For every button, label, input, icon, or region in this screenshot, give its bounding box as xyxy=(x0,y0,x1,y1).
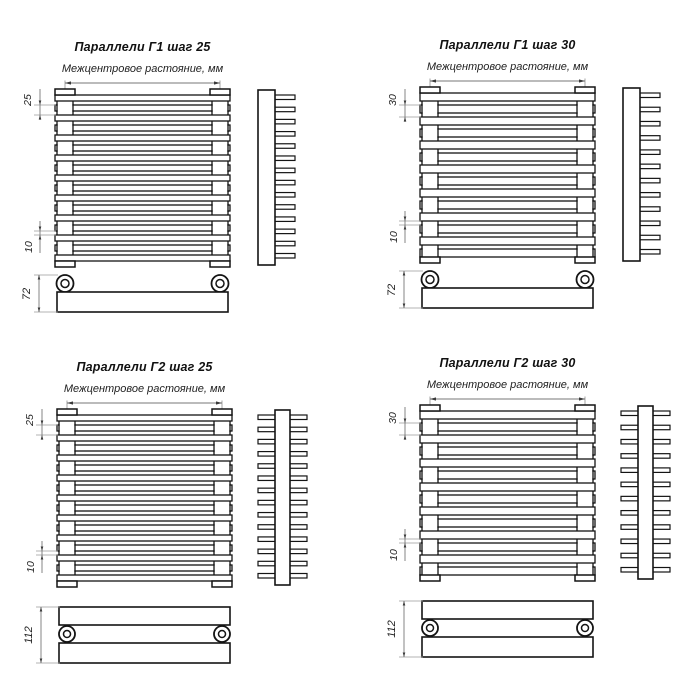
bottom-view xyxy=(59,607,230,663)
dim-step xyxy=(399,407,421,440)
side-view xyxy=(258,410,307,585)
panel-title: Параллели Г1 шаг 25 xyxy=(74,40,211,54)
step-dimension-value: 30 xyxy=(387,412,399,424)
step-dimension-value: 25 xyxy=(22,94,34,106)
technical-drawing-g2-step25 xyxy=(13,358,343,676)
dim-depth xyxy=(34,275,58,312)
dim-depth xyxy=(399,271,423,308)
dim-step xyxy=(36,409,58,440)
front-view xyxy=(57,409,232,587)
dim-gap xyxy=(34,221,56,253)
step-dimension-value: 30 xyxy=(387,94,399,106)
bottom-view xyxy=(422,271,594,308)
gap-dimension-value: 10 xyxy=(25,561,37,573)
step-dimension-value: 25 xyxy=(24,414,36,426)
bottom-view xyxy=(422,601,593,657)
side-view xyxy=(623,88,660,261)
dim-gap xyxy=(36,541,58,573)
intercenter-distance-label: Межцентровое растояние, мм xyxy=(63,383,226,395)
panel-g1-step30 xyxy=(376,36,700,354)
technical-drawing-g1-step30 xyxy=(376,36,700,354)
dim-intercenter xyxy=(430,397,585,406)
side-view xyxy=(621,406,670,579)
depth-dimension-value: 72 xyxy=(21,287,33,300)
panel-g2-step25 xyxy=(13,358,343,676)
intercenter-distance-label: Межцентровое растояние, мм xyxy=(426,61,589,73)
panel-g1-step25 xyxy=(11,38,341,356)
dim-depth xyxy=(36,607,60,663)
side-view xyxy=(258,90,295,265)
front-view xyxy=(420,87,595,263)
technical-drawing-g2-step30 xyxy=(376,354,700,672)
gap-dimension-value: 10 xyxy=(388,231,400,243)
dim-intercenter xyxy=(65,81,220,90)
dim-step xyxy=(34,89,56,120)
front-view xyxy=(420,405,595,581)
gap-dimension-value: 10 xyxy=(23,241,35,253)
intercenter-distance-label: Межцентровое растояние, мм xyxy=(61,63,224,75)
dim-step xyxy=(399,89,421,122)
dim-gap xyxy=(399,211,421,243)
depth-dimension-value: 72 xyxy=(386,283,398,296)
dim-intercenter xyxy=(67,401,222,410)
bottom-view xyxy=(57,275,229,312)
depth-dimension-value: 112 xyxy=(386,620,398,638)
panel-g2-step30 xyxy=(376,354,700,672)
panel-title: Параллели Г2 шаг 25 xyxy=(76,360,213,374)
front-view xyxy=(55,89,230,267)
panel-title: Параллели Г1 шаг 30 xyxy=(439,38,576,52)
dim-intercenter xyxy=(430,79,585,88)
technical-drawing-g1-step25 xyxy=(11,38,341,356)
depth-dimension-value: 112 xyxy=(23,626,35,644)
gap-dimension-value: 10 xyxy=(388,549,400,561)
dim-depth xyxy=(399,601,423,657)
panel-title: Параллели Г2 шаг 30 xyxy=(439,356,576,370)
intercenter-distance-label: Межцентровое растояние, мм xyxy=(426,379,589,391)
dim-gap xyxy=(399,529,421,561)
